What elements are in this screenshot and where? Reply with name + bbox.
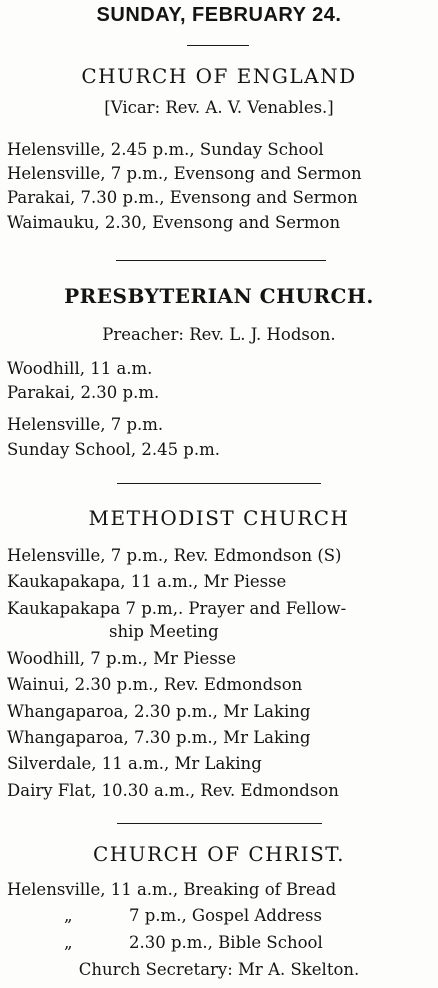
service-line: Woodhill, 7 p.m., Mr Piesse	[7, 649, 237, 668]
service-line: Helensville, 7 p.m., Evensong and Sermon	[7, 164, 362, 183]
church-secretary-line: Church Secretary: Mr A. Skelton.	[78, 960, 360, 979]
service-line: Waimauku, 2.30, Evensong and Sermon	[7, 213, 341, 232]
service-line: Parakai, 7.30 p.m., Evensong and Sermon	[7, 188, 358, 207]
service-line: Helensville, 7 p.m.	[7, 415, 164, 434]
service-line: Helensville, 7 p.m., Rev. Edmondson (S)	[7, 546, 342, 565]
service-line: 2.30 p.m., Bible School	[129, 933, 323, 952]
divider	[116, 260, 326, 261]
service-line-continuation: ship Meeting	[109, 622, 219, 641]
service-line: Parakai, 2.30 p.m.	[7, 383, 160, 402]
service-line: Kaukapakapa 7 p.m,. Prayer and Fellow-	[7, 599, 347, 618]
divider	[117, 483, 321, 484]
preacher-line: Preacher: Rev. L. J. Hodson.	[102, 325, 336, 344]
service-line: Dairy Flat, 10.30 a.m., Rev. Edmondson	[7, 781, 339, 800]
divider	[187, 45, 249, 46]
service-line: Helensville, 11 a.m., Breaking of Bread	[7, 880, 337, 899]
vicar-line: [Vicar: Rev. A. V. Venables.]	[104, 98, 334, 117]
section-heading-methodist: METHODIST CHURCH	[88, 506, 350, 530]
service-line: Whangaparoa, 2.30 p.m., Mr Laking	[7, 702, 311, 721]
service-line: Kaukapakapa, 11 a.m., Mr Piesse	[7, 572, 287, 591]
divider	[117, 823, 322, 824]
service-line: Woodhill, 11 a.m.	[7, 359, 153, 378]
section-heading-church-of-christ: CHURCH OF CHRIST.	[92, 842, 346, 866]
section-heading-presbyterian: PRESBYTERIAN CHURCH.	[64, 284, 374, 308]
date-heading: SUNDAY, FEBRUARY 24.	[96, 4, 342, 26]
service-line: Helensville, 2.45 p.m., Sunday School	[7, 140, 324, 159]
ditto-mark: „	[64, 906, 73, 925]
ditto-mark: „	[64, 933, 73, 952]
service-line: Silverdale, 11 a.m., Mr Laking	[7, 754, 262, 773]
service-line: Whangaparoa, 7.30 p.m., Mr Laking	[7, 728, 311, 747]
section-heading-church-of-england: CHURCH OF ENGLAND	[81, 64, 357, 88]
service-line: Sunday School, 2.45 p.m.	[7, 440, 221, 459]
service-line: 7 p.m., Gospel Address	[129, 906, 322, 925]
service-line: Wainui, 2.30 p.m., Rev. Edmondson	[7, 675, 303, 694]
